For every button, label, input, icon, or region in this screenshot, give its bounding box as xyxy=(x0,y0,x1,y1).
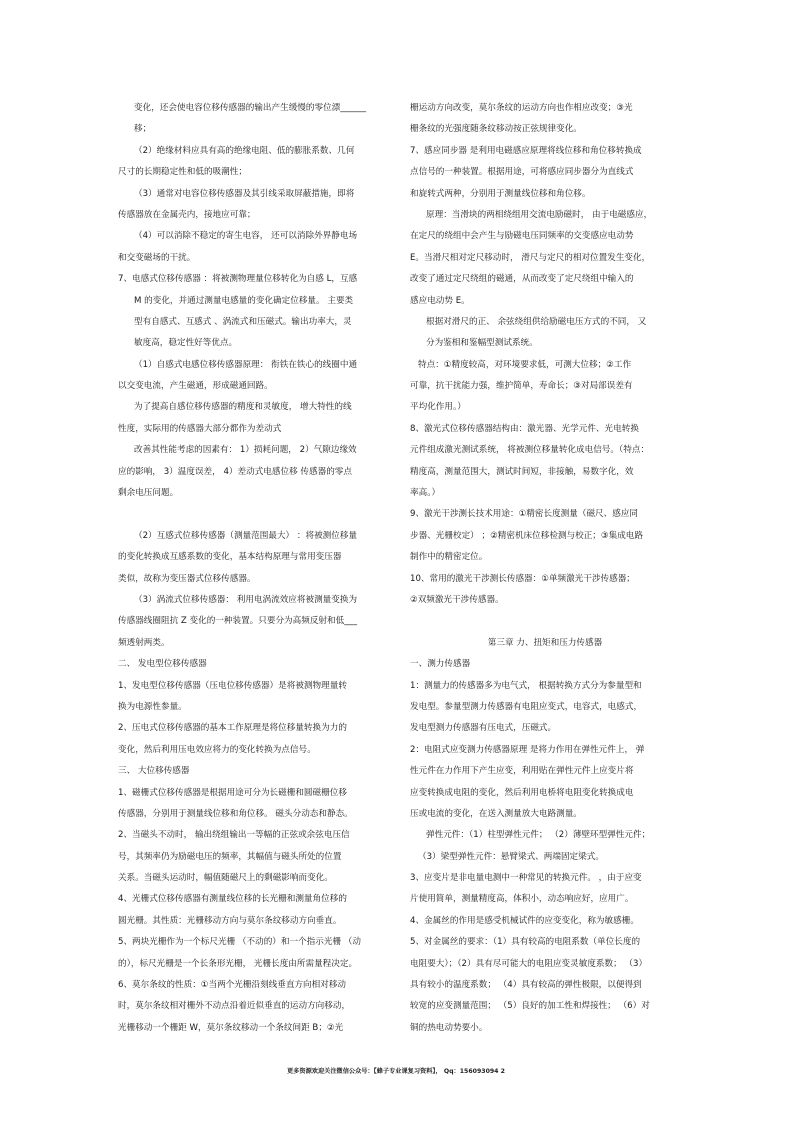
left-text-line: 圆光栅。其性质：光栅移动方向与莫尔条纹移动方向垂直。 xyxy=(118,915,342,926)
left-text-line: M 的变化，并通过测量电感量的变化确定位移量。 主要类 xyxy=(134,295,354,306)
left-text-line: （4）可以消除不稳定的寄生电容， 还可以消除外界静电场 xyxy=(134,231,358,242)
right-text-line: 2：电阻式应变测力传感器原理 是将力作用在弹性元件上， 弹 xyxy=(410,744,645,755)
left-text-line: 传感器放在金属壳内，接地应可靠； xyxy=(118,209,256,220)
left-text-line: 5、两块光栅作为一个标尺光栅 （不动的）和一个指示光栅 （动 xyxy=(118,937,361,948)
left-text-line: 7、电感式位移传感器 ：将被测物理量位移转化为自感 L，互感 xyxy=(118,274,358,285)
left-text-line: 型有自感式、互感式 、涡流式和压磁式。输出功率大，灵 xyxy=(134,316,352,327)
left-text-line: （2）绝缘材料应具有高的绝缘电阻、低的膨胀系数、几何 xyxy=(134,145,355,156)
right-text-line: 第三章 力、扭矩和压力传感器 xyxy=(487,637,603,648)
right-text-line: 发电型测力传感器有压电式，压磁式。 xyxy=(410,723,557,734)
right-text-line: 栅运动方向改变，莫尔条纹的运动方向也作相应改变；③光 xyxy=(410,103,633,113)
right-text-line: 精度高，测量范围大，测试时间短，非接触，易数字化，效 xyxy=(410,466,634,477)
left-text-line: （1）自感式电感位移传感器原理： 衔铁在铁心的线圈中通 xyxy=(134,359,358,370)
left-text-line: 1、发电型位移传感器（压电位移传感器）是将被测物理量转 xyxy=(118,680,347,691)
right-text-line: 应变转换成电阻的变化，然后利用电桥将电阻变化转换成电 xyxy=(410,787,634,798)
left-text-line: 性度，实际用的传感器大部分都作为差动式 xyxy=(118,423,282,434)
left-text-line xyxy=(118,504,384,525)
right-text-line: E。当滑尺相对定尺移动时， 滑尺与定尺的相对位置发生变化， xyxy=(410,252,651,263)
right-text-line: 9、激光干涉测长技术用途：①精密长度测量（磁尺、感应同 xyxy=(410,509,639,520)
left-text-line: 和交变磁场的干扰。 xyxy=(118,252,196,263)
left-text-line: 移； xyxy=(134,124,152,135)
right-column xyxy=(410,98,680,1039)
right-text-line: ②双频激光干涉传感器。 xyxy=(410,594,504,605)
right-text-line: 弹性元件：（1）柱型弹性元件； （2）薄壁环型弹性元件； xyxy=(426,830,651,841)
left-text-line: 剩余电压问题。 xyxy=(118,488,179,499)
left-text-line: 变化，然后利用压电效应将力的变化转换为点信号。 xyxy=(118,744,316,755)
right-text-line: 7、感应同步器 是利用电磁感应原理将线位移和角位移转换成 xyxy=(410,145,642,156)
left-text-line: 2、当磁头不动时， 输出绕组输出一等幅的正弦或余弦电压信 xyxy=(118,830,350,841)
left-text-line: 的变化转换成互感系数的变化，基本结构原理与常用变压器 xyxy=(118,552,342,563)
right-text-line xyxy=(410,611,680,632)
left-text-line: 变化，还会使电容位移传感器的输出产生缓慢的零位漂______ xyxy=(134,103,367,113)
right-text-line: 和旋转式两种，分别用于测量线位移和角位移。 xyxy=(410,188,591,199)
right-text-line: 发电型。参量型测力传感器有电阻应变式，电容式，电感式， xyxy=(410,701,643,712)
right-text-line: 铜的热电动势要小。 xyxy=(410,1022,488,1033)
right-text-line: 可靠，抗干扰能力强，维护简单，寿命长；③对局部误差有 xyxy=(410,381,633,392)
right-text-line: 分为鉴相和鉴幅型测试系统。 xyxy=(426,338,538,349)
left-text-line: 传感器线圈阻抗 Z 变化的一种装置。只要分为高频反射和低___ xyxy=(118,616,358,627)
left-text-line: 号，其频率仍为励磁电压的频率，其幅值与磁头所处的位置 xyxy=(118,851,342,862)
right-text-line: 改变了通过定尺绕组的磁通，从而改变了定尺绕组中输入的 xyxy=(410,274,634,285)
left-text-line: 应的影响， 3）温度误差， 4）差动式电感位移 传感器的零点 xyxy=(118,466,352,477)
right-text-line: 3、应变片是非电量电测中一种常见的转换元件。 ，由于应变 xyxy=(410,873,642,884)
left-text-line: 二、 发电型位移传感器 xyxy=(118,659,207,670)
left-text-line: （3）通常对电容位移传感器及其引线采取屏蔽措施，即将 xyxy=(134,188,355,199)
left-text-line: 频透射两类。 xyxy=(118,637,170,648)
right-text-line: 具有较小的温度系数； （4）具有较高的弹性极限，以便得到 xyxy=(410,980,642,991)
right-text-line: 5、对金属丝的要求：（1）具有较高的电阻系数（单位长度的 xyxy=(410,937,641,948)
right-text-line: 一、测力传感器 xyxy=(410,659,471,670)
right-text-line: 原理：当滑块的两相绕组用交流电励磁时， 由于电磁感应， xyxy=(426,209,653,220)
right-text-line: 片使用简单，测量精度高，体积小，动态响应好，应用广。 xyxy=(410,894,634,905)
right-text-line: 平均化作用。） xyxy=(410,402,466,413)
right-text-line: 步器、光栅校定） ；②精密机床位移检测与校正；③集成电路 xyxy=(410,530,643,541)
left-text-line: 6、莫尔条纹的性质：①当两个光栅沿刻线垂直方向相对移动 xyxy=(118,980,347,991)
left-text-line: 尺寸的长期稳定性和低的吸潮性； xyxy=(118,167,247,178)
right-text-line: （3）梁型弹性元件：悬臂梁式、两端固定梁式。 xyxy=(418,851,604,862)
right-text-line: 制作中的精密定位。 xyxy=(410,552,488,563)
right-text-line: 在定尺的绕组中会产生与励磁电压同频率的交变感应电动势 xyxy=(410,231,634,242)
right-text-line: 点信号的一种装置。根据用途，可将感应同步器分为直线式 xyxy=(410,167,634,178)
right-text-line: 栅条纹的光强度随条纹移动按正弦规律变化。 xyxy=(410,124,582,135)
right-text-line: 较宽的应变测量范围； （5）良好的加工性和焊接性； （6）对 xyxy=(410,1001,650,1012)
left-text-line: 2、压电式位移传感器的基本工作原理是将位移量转换为力的 xyxy=(118,723,347,734)
left-text-line: 为了提高自感位移传感器的精度和灵敏度， 增大特性的线 xyxy=(134,402,352,413)
left-text-line: 的），标尺光栅是一个长条形光栅， 光栅长度由所需量程决定。 xyxy=(118,958,358,969)
right-text-line: 8、激光式位移传感器结构由：激光器、光学元件、光电转换 xyxy=(410,423,639,434)
right-text-line: 4、金属丝的作用是感受机械试件的应变变化，称为敏感栅。 xyxy=(410,915,639,926)
left-text-line: 1、磁栅式位移传感器是根据用途可分为长磁栅和圆磁栅位移 xyxy=(118,787,347,798)
right-text-line: 电阻要大）；（2）具有尽可能大的电阻应变灵敏度系数； （3） xyxy=(410,958,648,969)
left-text-line: 改善其性能考虑的因素有： 1）损耗问题， 2）气隙边缘效 xyxy=(134,445,357,456)
page-footer: 更多资源欢迎关注微信公众号：【蜂子专业课复习资料】， Qq：156093094 2 xyxy=(287,1068,505,1075)
right-text-line: 1：测量力的传感器多为电气式， 根据转换方式分为参量型和 xyxy=(410,680,642,691)
right-text-line: 特点：①精度较高，对环境要求低，可测大位移；②工作 xyxy=(418,359,632,370)
right-text-line: 性元件在力作用下产生应变，利用贴在弹性元件上应变片将 xyxy=(410,766,634,777)
left-text-line: 敏度高，稳定性好等优点。 xyxy=(134,338,238,349)
right-text-line: 感应电动势 E。 xyxy=(410,295,470,306)
right-text-line: 率高。） xyxy=(410,488,441,499)
right-text-line: 压或电流的变化，在送入测量放大电路测量。 xyxy=(410,808,582,819)
left-column xyxy=(118,98,384,1039)
right-text-line: 10、常用的激光干涉测长传感器：①单频激光干涉传感器； xyxy=(410,573,635,584)
left-text-line: 关系。当磁头运动时，幅值随磁尺上的剩磁影响而变化。 xyxy=(118,873,333,884)
left-text-line: 时，莫尔条纹相对栅外不动点沿着近似垂直的运动方向移动， xyxy=(118,1001,351,1012)
left-text-line: （3）涡流式位移传感器： 利用电涡流效应将被测量变换为 xyxy=(134,594,358,605)
left-text-line: 4、光栅式位移传感器有测量线位移的长光栅和测量角位移的 xyxy=(118,894,347,905)
right-text-line: 根据对滑尺的正、 余弦绕组供给励磁电压方式的不同， 又 xyxy=(426,316,647,327)
right-text-line: 元件组成激光测试系统， 将被测位移量转化成电信号。（特点： xyxy=(410,445,650,456)
left-text-line: 换为电源性参量。 xyxy=(118,701,187,712)
left-text-line: 光栅移动一个栅距 W，莫尔条纹移动一个条纹间距 B；②光 xyxy=(118,1022,344,1033)
left-text-line: 类似，故称为变压器式位移传感器。 xyxy=(118,573,256,584)
left-text-line: （2）互感式位移传感器（测量范围最大） ：将被测位移量 xyxy=(134,530,358,541)
left-text-line: 以交变电流，产生磁通，形成磁通回路。 xyxy=(118,381,273,392)
left-text-line: 传感器，分别用于测量线位移和角位移。 磁头分动态和静态。 xyxy=(118,808,353,819)
left-text-line: 三、 大位移传感器 xyxy=(118,766,190,777)
